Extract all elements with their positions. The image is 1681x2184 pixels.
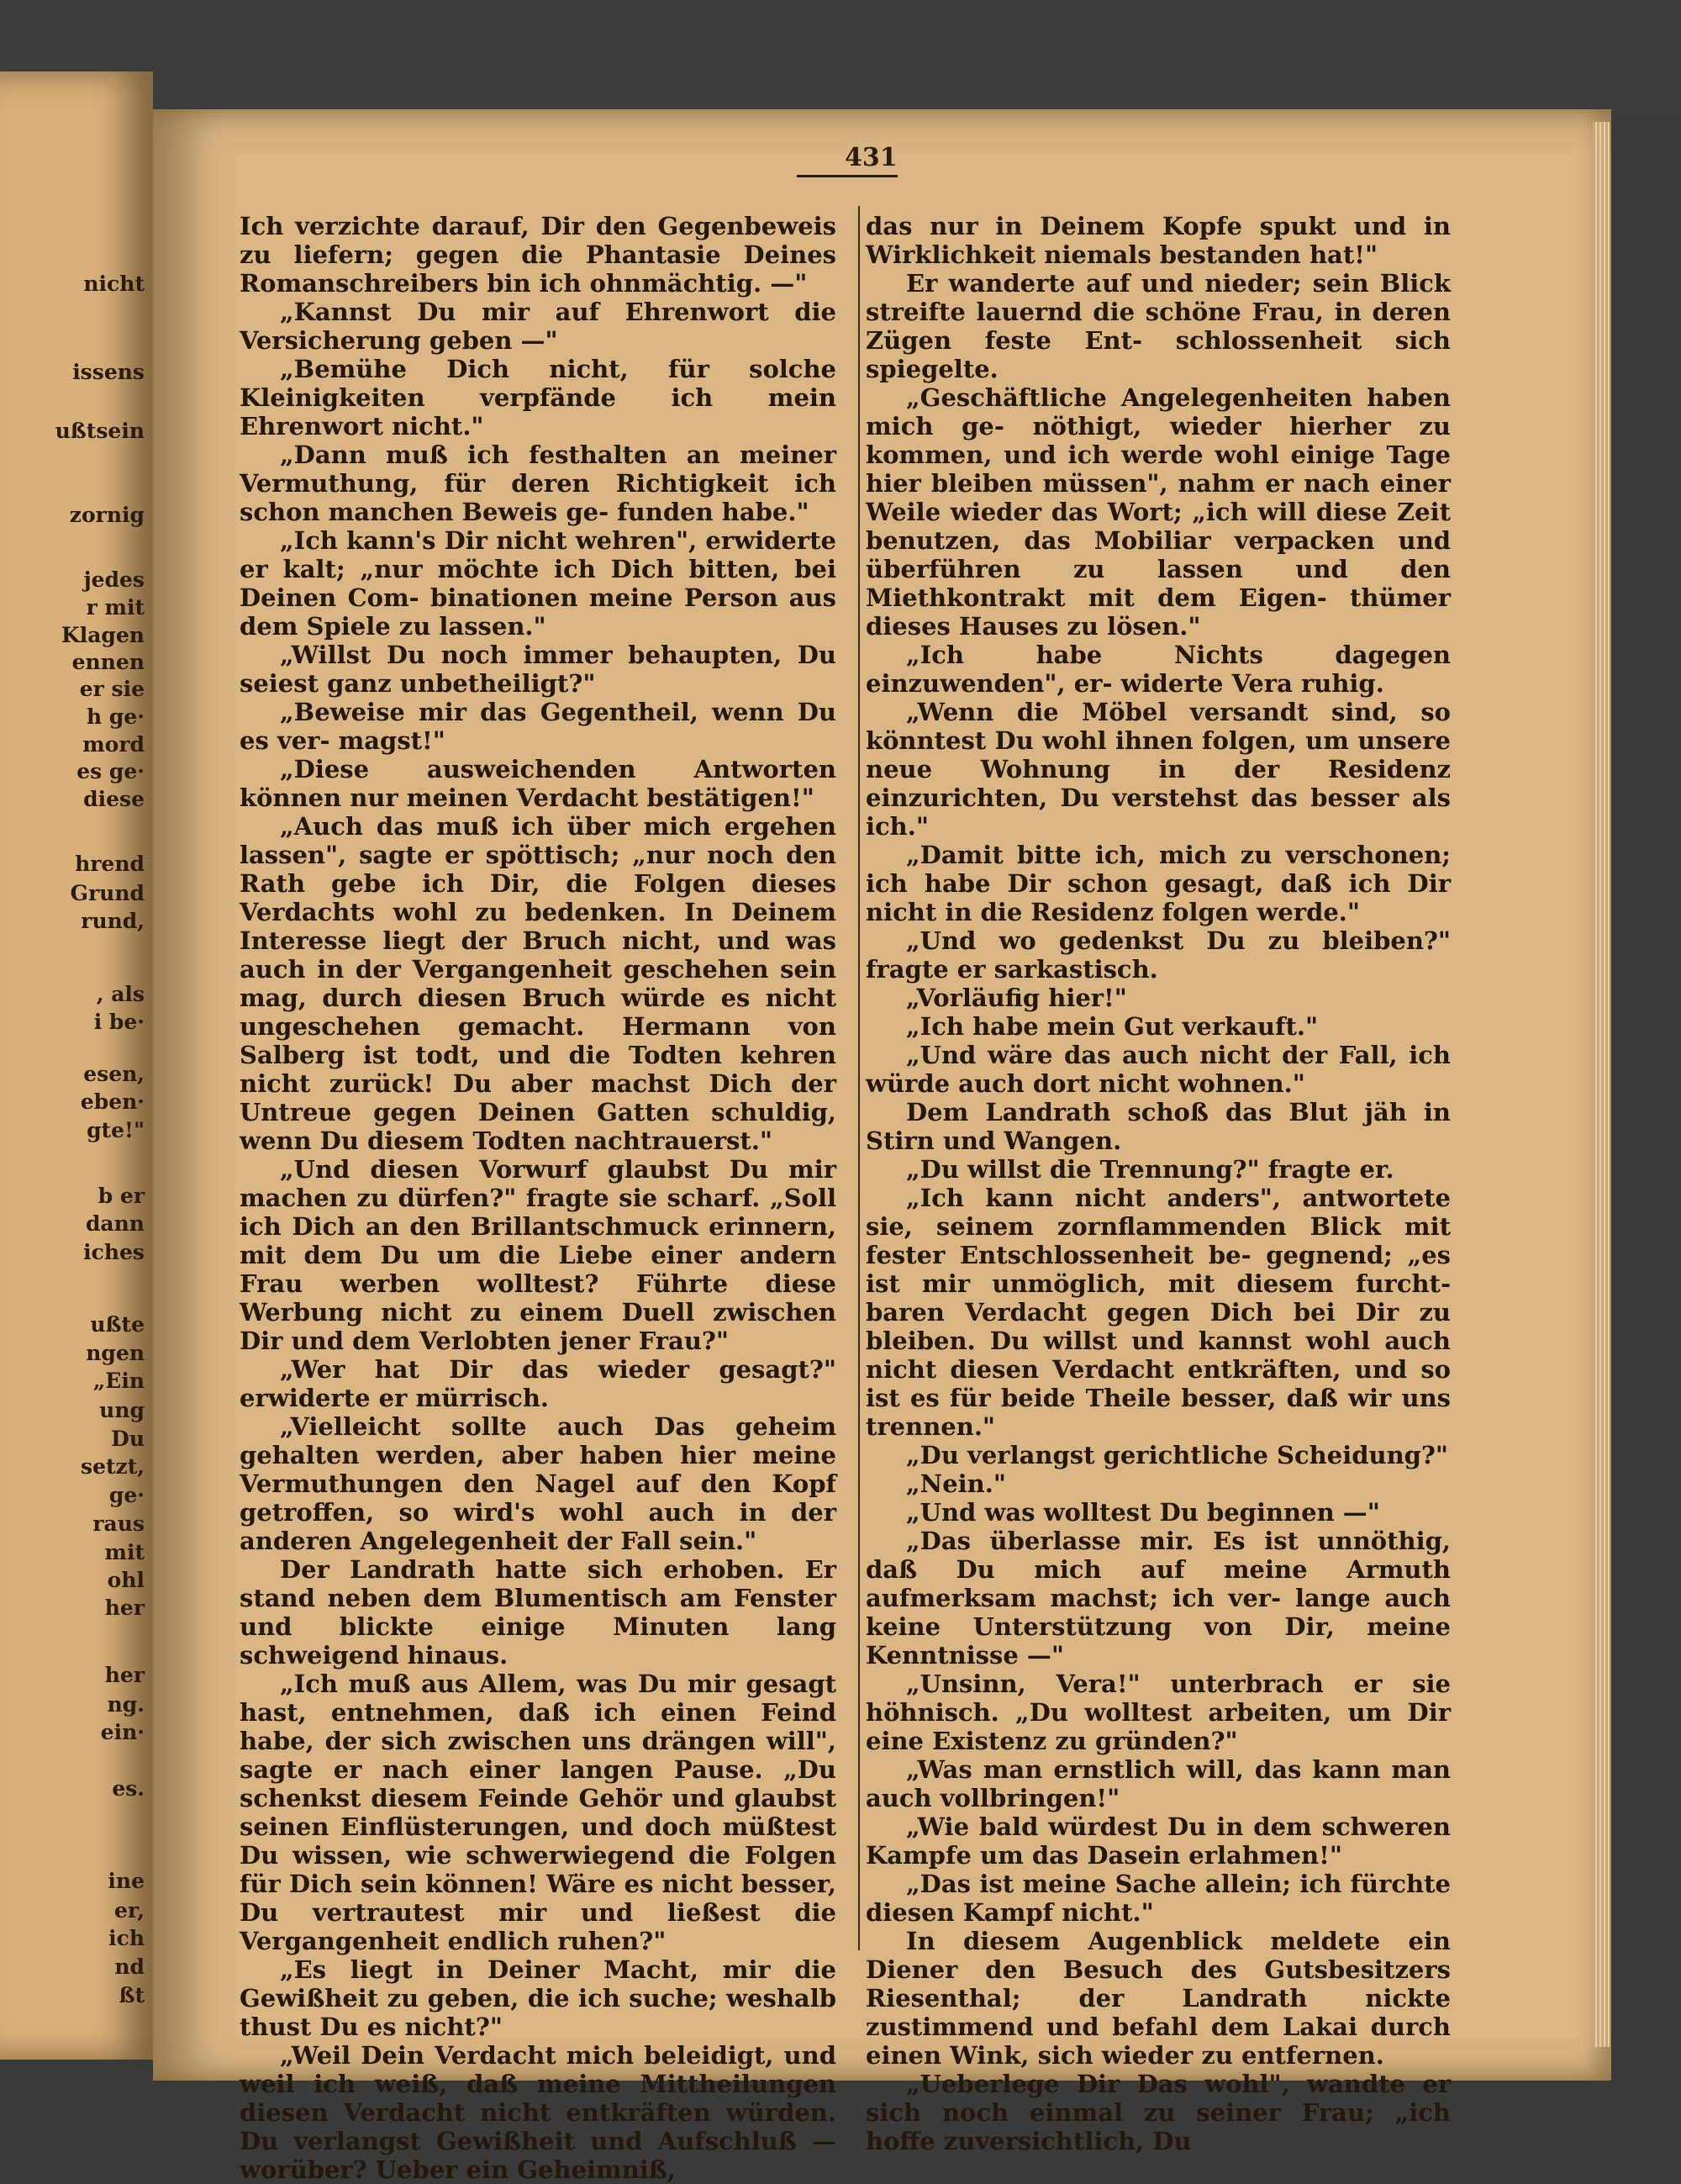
margin-fragment: Grund bbox=[70, 881, 145, 905]
paragraph: „Dann muß ich festhalten an meiner Vermuthung, für deren Richtigkeit ich schon manchen Beweis ge- funden habe." bbox=[240, 440, 836, 526]
paragraph: „Vorläufig hier!" bbox=[906, 984, 1127, 1012]
paragraph: das nur in Deinem Kopfe spukt und in Wirklichkeit niemals bestanden hat!" bbox=[866, 212, 1451, 269]
margin-fragment: ung bbox=[99, 1398, 145, 1422]
margin-fragment: b er bbox=[97, 1184, 145, 1208]
margin-fragment: ßt bbox=[119, 1983, 145, 2007]
paragraph: In diesem Augenblick meldete ein Diener den Besuch des Gutsbesitzers Riesenthal; der Landrath nickte zustimmend und befahl dem Lakai durch einen Wink, sich wieder zu entfernen. bbox=[866, 1927, 1451, 2070]
margin-fragment: Du bbox=[111, 1427, 145, 1451]
paragraph: „Und diesen Vorwurf glaubst Du mir machen zu dürfen?" fragte sie scharf. „Soll ich Dich an den Brillantschmuck erinnern, mit dem Du um die Liebe einer andern Frau werben wolltest? Führte diese Werbung nicht zu einem Duell zwischen Dir und dem Verlobten jener Frau?" bbox=[240, 1155, 836, 1355]
margin-fragment: hrend bbox=[75, 852, 145, 876]
paragraph: „Damit bitte ich, mich zu verschonen; ich habe Dir schon gesagt, daß ich Dir nicht in die Residenz folgen werde." bbox=[866, 841, 1451, 926]
paragraph: „Geschäftliche Angelegenheiten haben mich ge- nöthigt, wieder hierher zu kommen, und ich werde wohl einige Tage hier bleiben müssen", nahm er nach einer Weile wieder das Wort; „ich will diese Zeit benutzen, das Mobiliar verpacken und überführen zu lassen und den Miethkontrakt mit dem Eigen- thümer dieses Hauses zu lösen." bbox=[866, 383, 1451, 641]
margin-fragment: es ge· bbox=[76, 759, 145, 783]
margin-fragment: issens bbox=[72, 360, 145, 384]
margin-fragment: ein· bbox=[100, 1720, 145, 1744]
paragraph: „Auch das muß ich über mich ergehen lassen", sagte er spöttisch; „nur noch den Rath gebe ich Dir, die Folgen dieses Verdachts wohl zu bedenken. In Deinem Interesse liegt der Bruch nicht, und was auch in der Vergangenheit geschehen sein mag, durch diesen Bruch würde es nicht ungeschehen gemacht. Hermann von Salberg ist todt, und die Todten kehren nicht zurück! Du aber machst Dich der Untreue gegen Deinen Gatten schuldig, wenn Du diesem Todten nachtrauerst." bbox=[240, 812, 836, 1155]
margin-fragment: jedes bbox=[83, 567, 145, 592]
margin-fragment: nd bbox=[114, 1955, 145, 1979]
paragraph: „Und wäre das auch nicht der Fall, ich würde auch dort nicht wohnen." bbox=[866, 1041, 1451, 1098]
paragraph: „Was man ernstlich will, das kann man auch vollbringen!" bbox=[866, 1755, 1451, 1812]
paragraph: „Willst Du noch immer behaupten, Du seiest ganz unbetheiligt?" bbox=[240, 641, 836, 698]
margin-fragment: ine bbox=[108, 1869, 145, 1893]
margin-fragment: h ge· bbox=[87, 704, 145, 729]
paragraph: Ich verzichte darauf, Dir den Gegenbeweis zu liefern; gegen die Phantasie Deines Romanschreibers bin ich ohnmächtig. —" bbox=[240, 212, 836, 298]
margin-fragment: setzt, bbox=[81, 1454, 145, 1479]
paragraph: „Und was wolltest Du beginnen —" bbox=[906, 1498, 1380, 1527]
paragraph: „Ich muß aus Allem, was Du mir gesagt hast, entnehmen, daß ich einen Feind habe, der sich zwischen uns drängen will", sagte er nach einer langen Pause. „Du schenkst diesem Feinde Gehör und glaubst seinen Einflüsterungen, und doch müßtest Du wissen, wie schwerwiegend die Folgen für Dich sein können! Wäre es nicht besser, Du vertrautest mir und ließest die Vergangenheit endlich ruhen?" bbox=[240, 1670, 836, 1955]
paragraph: „Ich habe mein Gut verkauft." bbox=[906, 1012, 1319, 1041]
paragraph: „Und wo gedenkst Du zu bleiben?" fragte er sarkastisch. bbox=[866, 926, 1451, 984]
paragraph: „Ich habe Nichts dagegen einzuwenden", er- widerte Vera ruhig. bbox=[866, 641, 1451, 698]
margin-fragment: es. bbox=[112, 1776, 145, 1801]
margin-fragment: ußtsein bbox=[55, 419, 145, 443]
margin-fragment: , als bbox=[96, 982, 145, 1006]
margin-fragment: mit bbox=[104, 1540, 145, 1564]
paragraph: „Du willst die Trennung?" fragte er. bbox=[906, 1155, 1394, 1184]
margin-fragment: ng. bbox=[107, 1692, 145, 1717]
paragraph: „Das ist meine Sache allein; ich fürchte diesen Kampf nicht." bbox=[866, 1870, 1451, 1927]
paragraph: „Ueberlege Dir Das wohl", wandte er sich noch einmal zu seiner Frau; „ich hoffe zuversichtlich, Du bbox=[866, 2070, 1451, 2155]
margin-fragment: er, bbox=[114, 1898, 145, 1923]
paragraph: „Beweise mir das Gegentheil, wenn Du es ver- magst!" bbox=[240, 698, 836, 755]
margin-fragment: gte!" bbox=[87, 1118, 145, 1142]
margin-fragment: er sie bbox=[79, 677, 145, 701]
paragraph: „Nein." bbox=[906, 1469, 1006, 1498]
margin-fragment: ich bbox=[108, 1926, 145, 1950]
margin-fragment: ohl bbox=[107, 1568, 145, 1592]
paragraph: Er wanderte auf und nieder; sein Blick streifte lauernd die schöne Frau, in deren Zügen feste Ent- schlossenheit sich spiegelte. bbox=[866, 269, 1451, 383]
paragraph: „Wie bald würdest Du in dem schweren Kampfe um das Dasein erlahmen!" bbox=[866, 1812, 1451, 1870]
column-divider bbox=[858, 206, 860, 1950]
margin-fragment: zornig bbox=[69, 503, 145, 527]
margin-fragment: eben· bbox=[80, 1089, 145, 1114]
margin-fragment: dann bbox=[85, 1211, 145, 1236]
paragraph: „Vielleicht sollte auch Das geheim gehalten werden, aber haben hier meine Vermuthungen den Nagel auf den Kopf getroffen, so wird's wohl auch in der anderen Angelegenheit der Fall sein." bbox=[240, 1412, 836, 1555]
margin-fragment: ennen bbox=[71, 650, 145, 674]
paragraph: „Es liegt in Deiner Macht, mir die Gewißheit zu geben, die ich suche; weshalb thust Du es nicht?" bbox=[240, 1955, 836, 2041]
paragraph: „Kannst Du mir auf Ehrenwort die Versicherung geben —" bbox=[240, 298, 836, 355]
paragraph: „Wenn die Möbel versandt sind, so könntest Du wohl ihnen folgen, um unsere neue Wohnung in der Residenz einzurichten, Du verstehst das besser als ich." bbox=[866, 698, 1451, 841]
left-text-column bbox=[240, 212, 836, 2184]
margin-fragment: ge· bbox=[108, 1483, 145, 1507]
margin-fragment: i be· bbox=[93, 1010, 145, 1034]
margin-fragment: „Ein bbox=[92, 1369, 145, 1393]
page-number-rule bbox=[797, 175, 898, 177]
paragraph: „Diese ausweichenden Antworten können nur meinen Verdacht bestätigen!" bbox=[240, 755, 836, 812]
margin-fragment: nicht bbox=[83, 272, 145, 296]
paragraph: „Bemühe Dich nicht, für solche Kleinigkeiten verpfände ich mein Ehrenwort nicht." bbox=[240, 355, 836, 440]
right-text-column bbox=[866, 212, 1451, 2155]
margin-fragment: diese bbox=[83, 787, 145, 811]
margin-fragment: her bbox=[104, 1596, 145, 1620]
paragraph: „Unsinn, Vera!" unterbrach er sie höhnisch. „Du wolltest arbeiten, um Dir eine Existenz zu gründen?" bbox=[866, 1670, 1451, 1755]
margin-fragment: iches bbox=[83, 1240, 145, 1264]
margin-fragment: ußte bbox=[90, 1312, 145, 1337]
paragraph: „Ich kann nicht anders", antwortete sie, seinem zornflammenden Blick mit fester Entschlossenheit be- gegnend; „es ist mir unmöglich, mit diesem furcht- baren Verdacht gegen Dich bei Dir zu bleiben. Du willst und kannst wohl auch nicht diesen Verdacht entkräften, und so ist es für beide Theile besser, daß wir uns trennen." bbox=[866, 1184, 1451, 1441]
scan-background bbox=[0, 0, 1681, 113]
paragraph: „Weil Dein Verdacht mich beleidigt, und weil ich weiß, daß meine Mittheilungen diesen Verdacht nicht entkräften würden. Du verlangst Gewißheit und Aufschluß — worüber? Ueber ein Geheimniß, bbox=[240, 2041, 836, 2184]
margin-fragment: raus bbox=[92, 1511, 145, 1536]
page-number: 431 bbox=[845, 143, 898, 172]
margin-fragment: mord bbox=[82, 732, 145, 757]
paragraph: Der Landrath hatte sich erhoben. Er stand neben dem Blumentisch am Fenster und blickte einige Minuten lang schweigend hinaus. bbox=[240, 1555, 836, 1670]
paragraph: „Ich kann's Dir nicht wehren", erwiderte er kalt; „nur möchte ich Dich bitten, bei Deinen Com- binationen meine Person aus dem Spiele zu lassen." bbox=[240, 526, 836, 641]
margin-fragment: ngen bbox=[86, 1341, 145, 1365]
margin-fragment: Klagen bbox=[61, 623, 145, 647]
margin-fragment: her bbox=[104, 1663, 145, 1687]
paragraph: „Das überlasse mir. Es ist unnöthig, daß Du mich auf meine Armuth aufmerksam machst; ich ver- lange auch keine Unterstützung von Dir, meine Kenntnisse —" bbox=[866, 1527, 1451, 1670]
paragraph: „Wer hat Dir das wieder gesagt?" erwiderte er mürrisch. bbox=[240, 1355, 836, 1412]
page-stack-edge bbox=[1593, 122, 1610, 2047]
left-page-edge bbox=[0, 71, 153, 2060]
margin-fragment: esen, bbox=[83, 1062, 145, 1086]
paragraph: Dem Landrath schoß das Blut jäh in Stirn und Wangen. bbox=[866, 1098, 1451, 1155]
margin-fragment: r mit bbox=[86, 595, 145, 620]
margin-fragment: rund, bbox=[81, 909, 145, 933]
paragraph: „Du verlangst gerichtliche Scheidung?" bbox=[906, 1441, 1449, 1469]
